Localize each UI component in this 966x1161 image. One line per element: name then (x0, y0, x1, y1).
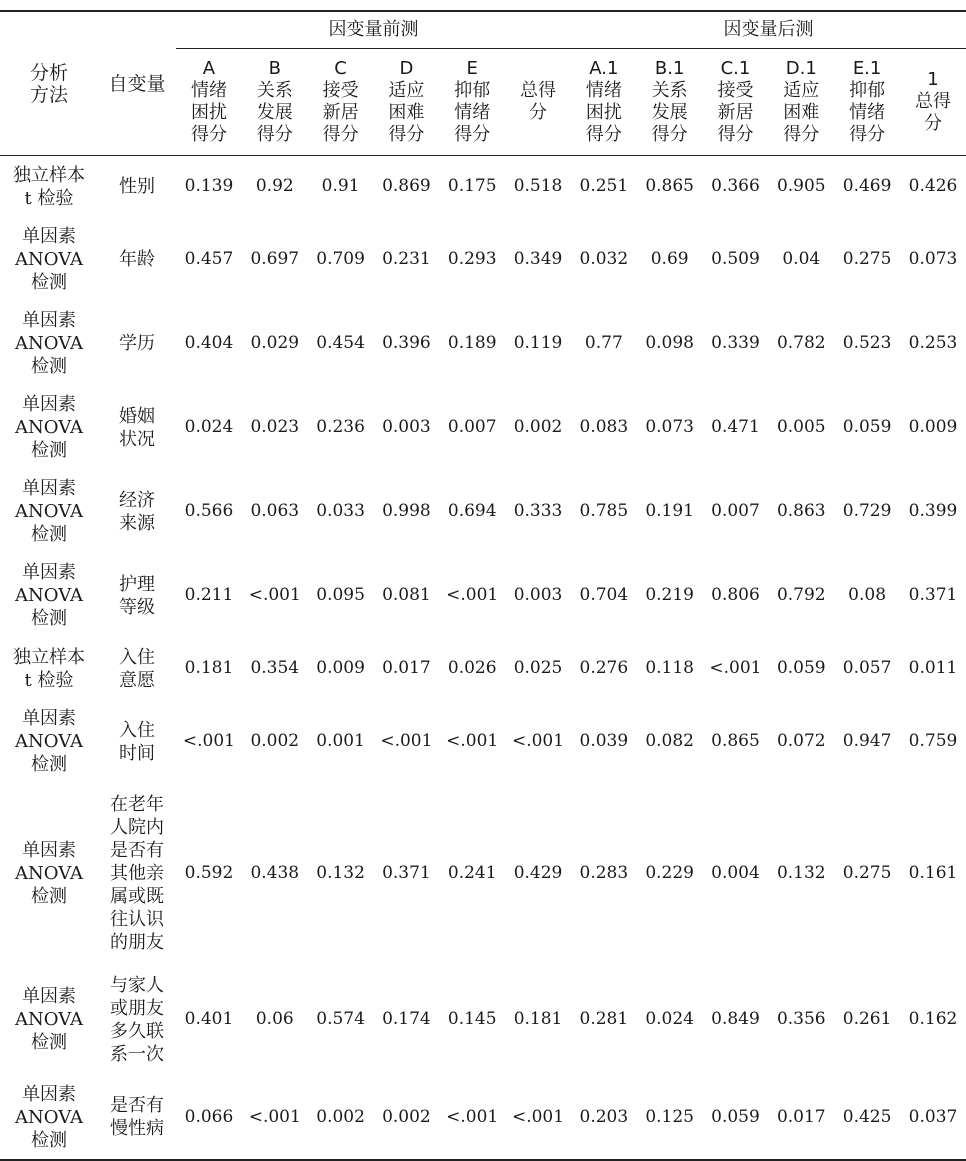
header-variable: 自变量 (108, 72, 166, 95)
header-column: D.1 适应 困难 得分 (783, 58, 820, 145)
value-cell: 0.509 (711, 249, 760, 269)
value-cell: 0.072 (776, 731, 826, 751)
value-cell: 0.007 (447, 417, 497, 437)
value-cell: 0.806 (711, 585, 760, 605)
table-row (0, 784, 966, 964)
value-cell: 0.017 (776, 1106, 826, 1127)
value-cell: 0.009 (908, 417, 958, 437)
value-cell: 0.066 (184, 1106, 234, 1127)
value-cell: <.001 (511, 1106, 565, 1127)
value-cell: 0.371 (382, 863, 431, 883)
value-cell: 0.002 (316, 1106, 365, 1127)
header-column: E 抑郁 情绪 得分 (454, 58, 491, 145)
value-cell: 0.457 (184, 249, 234, 269)
value-cell: 0.998 (382, 501, 431, 521)
value-cell: <.001 (511, 731, 565, 751)
value-cell: <.001 (446, 731, 499, 751)
header-column: E.1 抑郁 情绪 得分 (849, 58, 886, 145)
header-group-pre: 因变量前测 (176, 11, 571, 49)
value-cell: <.001 (380, 731, 433, 751)
value-cell: 0.947 (842, 731, 892, 751)
value-cell: 0.174 (382, 1009, 431, 1029)
value-cell: 0.469 (842, 176, 892, 197)
value-cell: 0.241 (447, 863, 497, 883)
value-cell: 0.032 (579, 249, 629, 269)
value-cell: 0.401 (184, 1009, 234, 1029)
method-cell: 单因素 ANOVA 检测 (15, 394, 83, 461)
value-cell: 0.06 (255, 1009, 294, 1029)
value-cell: 0.191 (645, 501, 694, 521)
value-cell: 0.704 (579, 585, 629, 605)
value-cell: 0.869 (382, 176, 431, 197)
variable-cell: 护理 等级 (119, 573, 156, 618)
value-cell: 0.849 (711, 1009, 760, 1029)
value-cell: 0.002 (250, 731, 300, 751)
value-cell: 0.203 (579, 1106, 629, 1127)
value-cell: 0.371 (908, 585, 958, 605)
value-cell: <.001 (709, 658, 762, 678)
method-cell: 单因素 ANOVA 检测 (15, 310, 83, 377)
value-cell: 0.009 (316, 658, 365, 678)
variable-cell: 是否有 慢性病 (110, 1095, 165, 1139)
value-cell: 0.059 (776, 658, 826, 678)
value-cell: 0.865 (711, 731, 760, 751)
value-cell: 0.759 (908, 731, 958, 751)
value-cell: 0.024 (645, 1009, 694, 1029)
value-cell: 0.063 (250, 501, 300, 521)
variable-cell: 经济 来源 (119, 489, 156, 534)
value-cell: 0.283 (579, 863, 629, 883)
value-cell: 0.04 (782, 249, 821, 269)
table-row (0, 156, 966, 218)
header-group-post: 因变量后测 (571, 11, 966, 49)
value-cell: 0.095 (316, 585, 365, 605)
value-cell: 0.333 (513, 501, 563, 521)
value-cell: 0.438 (250, 863, 300, 883)
method-cell: 单因素 ANOVA 检测 (15, 708, 83, 775)
value-cell: <.001 (446, 585, 499, 605)
value-cell: 0.574 (316, 1009, 365, 1029)
value-cell: 0.004 (711, 863, 760, 883)
value-cell: 0.366 (711, 176, 760, 197)
method-cell: 单因素 ANOVA 检测 (15, 1083, 83, 1151)
value-cell: 0.426 (908, 176, 958, 197)
value-cell: 0.118 (645, 658, 694, 678)
variable-cell: 性别 (119, 176, 156, 198)
table-row (0, 386, 966, 470)
value-cell: 0.057 (842, 658, 892, 678)
value-cell: 0.119 (513, 333, 563, 353)
value-cell: 0.175 (447, 176, 497, 197)
value-cell: 0.033 (316, 501, 365, 521)
value-cell: 0.281 (579, 1009, 629, 1029)
value-cell: 0.865 (645, 176, 694, 197)
variable-cell: 学历 (119, 333, 156, 354)
value-cell: 0.905 (776, 176, 826, 197)
value-cell: 0.011 (908, 658, 958, 678)
value-cell: 0.275 (842, 249, 892, 269)
value-cell: <.001 (248, 1106, 301, 1127)
variable-cell: 年龄 (119, 249, 156, 270)
value-cell: 0.037 (908, 1106, 958, 1127)
header-column: D 适应 困难 得分 (388, 58, 425, 145)
value-cell: 0.709 (316, 249, 365, 269)
method-cell: 独立样本 t 检验 (13, 646, 86, 691)
value-cell: 0.024 (184, 417, 234, 437)
value-cell: 0.017 (382, 658, 431, 678)
table-row (0, 554, 966, 638)
value-cell: 0.029 (250, 333, 300, 353)
variable-cell: 婚姻 状况 (119, 405, 156, 450)
variable-cell: 在老年 人院内 是否有 其他亲 属或既 往认识 的朋友 (110, 794, 165, 953)
value-cell: 0.098 (645, 333, 694, 353)
value-cell: 0.354 (250, 658, 300, 678)
variable-cell: 入住 时间 (119, 719, 156, 764)
table-header (0, 11, 966, 156)
method-cell: 单因素 ANOVA 检测 (15, 562, 83, 629)
header-column: 1 总得 分 (915, 69, 951, 134)
value-cell: 0.349 (513, 249, 563, 269)
method-cell: 单因素 ANOVA 检测 (15, 986, 83, 1053)
value-cell: 0.073 (645, 417, 694, 437)
method-cell: 单因素 ANOVA 检测 (15, 226, 83, 293)
value-cell: <.001 (446, 1106, 499, 1127)
value-cell: 0.001 (316, 731, 365, 751)
table-row (0, 302, 966, 386)
value-cell: 0.161 (908, 863, 958, 883)
value-cell: 0.694 (447, 501, 497, 521)
value-cell: 0.229 (645, 863, 694, 883)
value-cell: 0.518 (513, 176, 563, 197)
results-table (0, 10, 966, 1161)
value-cell: 0.251 (579, 176, 629, 197)
value-cell: 0.399 (908, 501, 958, 521)
value-cell: 0.253 (908, 333, 958, 353)
table-row (0, 470, 966, 554)
value-cell: 0.059 (711, 1106, 760, 1127)
value-cell: 0.059 (842, 417, 892, 437)
value-cell: 0.454 (316, 333, 365, 353)
value-cell: 0.863 (776, 501, 826, 521)
header-column: B 关系 发展 得分 (256, 58, 293, 145)
value-cell: 0.236 (316, 417, 365, 437)
value-cell: 0.429 (513, 863, 563, 883)
header-column: C 接受 新居 得分 (322, 58, 359, 145)
table-row (0, 700, 966, 784)
method-cell: 单因素 ANOVA 检测 (15, 478, 83, 545)
value-cell: 0.082 (645, 731, 694, 751)
variable-cell: 入住 意愿 (119, 646, 156, 691)
value-cell: 0.592 (184, 863, 234, 883)
value-cell: 0.339 (711, 333, 760, 353)
value-cell: 0.69 (650, 249, 689, 269)
table-body (0, 156, 966, 1160)
value-cell: 0.91 (321, 176, 360, 197)
value-cell: 0.697 (250, 249, 300, 269)
value-cell: 0.566 (184, 501, 234, 521)
header-column: A 情绪 困扰 得分 (190, 58, 227, 145)
value-cell: 0.002 (513, 417, 563, 437)
value-cell: <.001 (182, 731, 236, 751)
header-column: C.1 接受 新居 得分 (717, 58, 754, 145)
value-cell: 0.002 (382, 1106, 431, 1127)
value-cell: 0.92 (255, 176, 294, 197)
value-cell: 0.189 (447, 333, 497, 353)
table-row (0, 964, 966, 1076)
value-cell: 0.132 (316, 863, 365, 883)
value-cell: 0.125 (645, 1106, 694, 1127)
header-column: A.1 情绪 困扰 得分 (585, 58, 622, 145)
value-cell: 0.132 (776, 863, 826, 883)
value-cell: 0.003 (513, 585, 563, 605)
value-cell: 0.005 (776, 417, 826, 437)
header-column: B.1 关系 发展 得分 (651, 58, 688, 145)
value-cell: 0.276 (579, 658, 629, 678)
value-cell: 0.026 (447, 658, 497, 678)
value-cell: 0.139 (184, 176, 234, 197)
value-cell: 0.145 (447, 1009, 497, 1029)
value-cell: 0.523 (842, 333, 892, 353)
header-method: 分析 方法 (30, 61, 69, 106)
value-cell: 0.025 (513, 658, 563, 678)
table-row (0, 1076, 966, 1160)
value-cell: 0.003 (382, 417, 431, 437)
value-cell: 0.231 (382, 249, 431, 269)
value-cell: 0.293 (447, 249, 497, 269)
value-cell: 0.471 (711, 417, 760, 437)
value-cell: 0.181 (513, 1009, 563, 1029)
method-cell: 独立样本 t 检验 (13, 164, 86, 209)
value-cell: <.001 (248, 585, 301, 605)
value-cell: 0.181 (184, 658, 234, 678)
value-cell: 0.08 (848, 585, 887, 605)
value-cell: 0.162 (908, 1009, 958, 1029)
value-cell: 0.792 (776, 585, 826, 605)
value-cell: 0.275 (842, 863, 892, 883)
header-column: 总得 分 (520, 80, 557, 123)
value-cell: 0.261 (842, 1009, 892, 1029)
value-cell: 0.007 (711, 501, 760, 521)
value-cell: 0.083 (579, 417, 629, 437)
value-cell: 0.782 (776, 333, 826, 353)
table-row (0, 638, 966, 700)
value-cell: 0.425 (842, 1106, 892, 1127)
value-cell: 0.211 (184, 585, 234, 605)
value-cell: 0.073 (908, 249, 958, 269)
value-cell: 0.77 (584, 333, 623, 353)
method-cell: 单因素 ANOVA 检测 (15, 840, 83, 907)
value-cell: 0.356 (776, 1009, 826, 1029)
value-cell: 0.081 (382, 585, 431, 605)
value-cell: 0.785 (579, 501, 629, 521)
value-cell: 0.219 (645, 585, 694, 605)
table-row (0, 218, 966, 302)
value-cell: 0.404 (184, 333, 234, 353)
variable-cell: 与家人 或朋友 多久联 系一次 (110, 974, 165, 1065)
value-cell: 0.396 (382, 333, 431, 353)
value-cell: 0.039 (579, 731, 629, 751)
value-cell: 0.023 (250, 417, 300, 437)
value-cell: 0.729 (842, 501, 892, 521)
